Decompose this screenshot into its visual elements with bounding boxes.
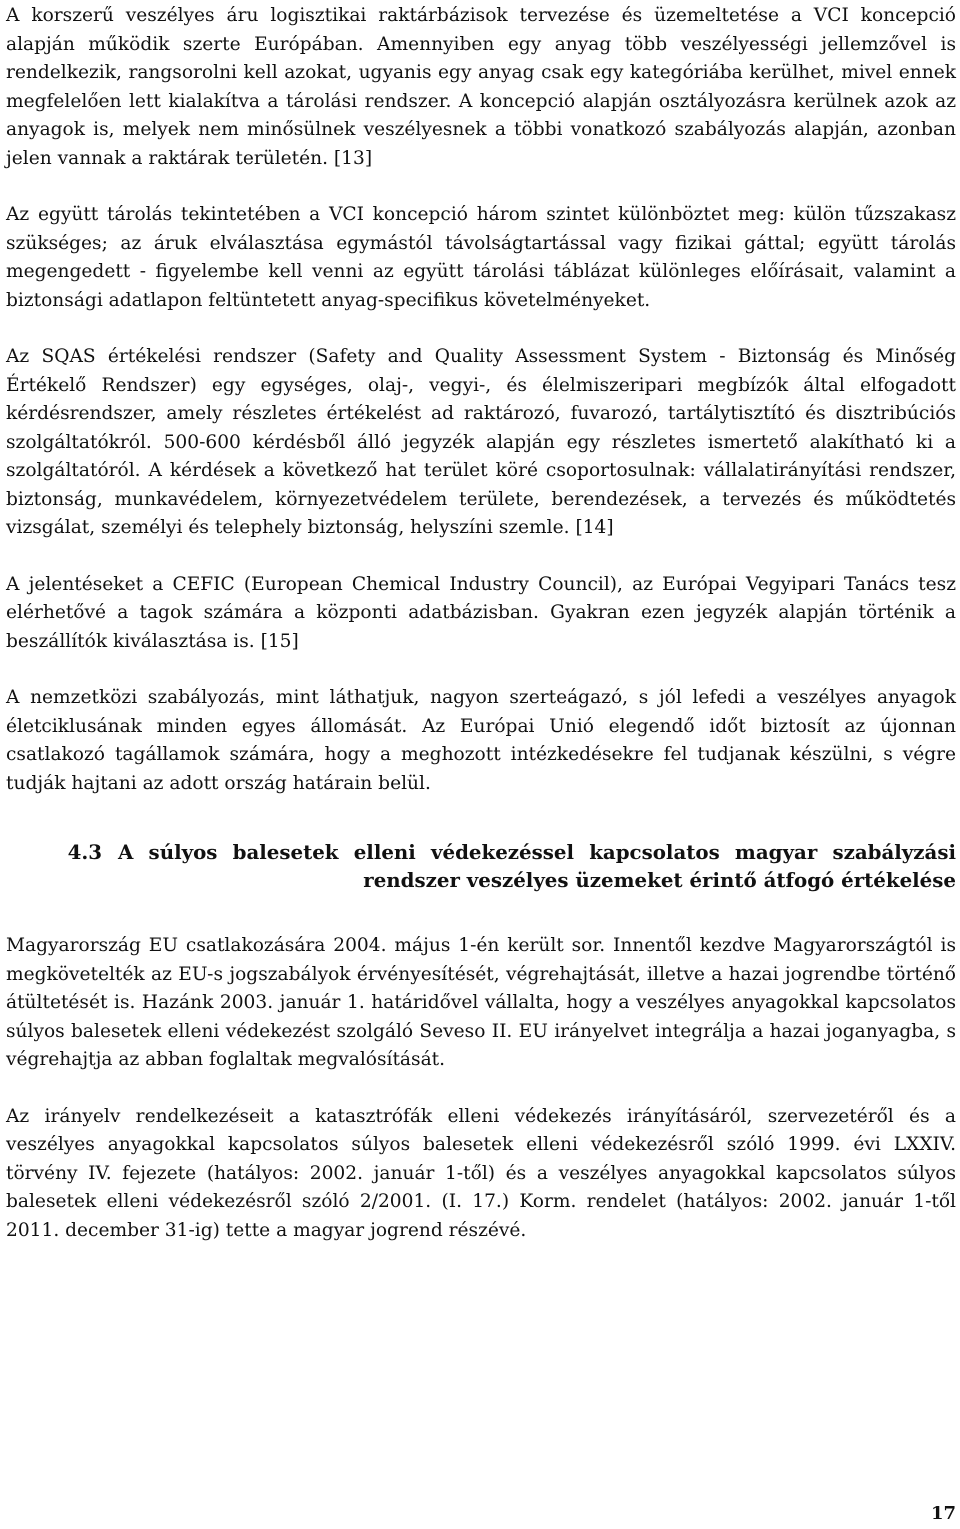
paragraph-directive-provisions: Az irányelv rendelkezéseit a katasztrófák elleni védekezés irányításáról, szervezetéről és a veszélyes anyagokkal kapcsolatos súlyos balesetek elleni védekezésről szóló 1999. évi LXXIV. törvény IV. fejezete (hatályos: 2002. január 1-től) és a veszélyes anyagokkal kapcsolatos súlyos balesetek elleni védekezésről szóló 2/2001. (I. 17.) Korm. rendelet (hatályos: 2002. január 1-től 2011. december 31-ig) tette a magyar jogrend részévé.: [6, 1105, 956, 1241]
page-number: 17: [930, 1503, 956, 1524]
paragraph-co-storage: Az együtt tárolás tekintetében a VCI koncepció három szintet különböztet meg: külön tűzszakasz szükséges; az áruk elválasztása egymástól távolságtartással vagy fizikai gáttal; együtt tárolás megengedett - figyelembe kell venni az együtt tárolási táblázat különleges előírásait, valamint a biztonsági adatlapon feltüntetett anyag-specifikus követelményeket.: [6, 204, 956, 311]
paragraph-eu-accession: Magyarország EU csatlakozására 2004. május 1-én került sor. Innentől kezdve Magyarországtól is megkövetelték az EU-s jogszabályok érvényesítését, végrehajtását, illetve a hazai jogrendbe történő átültetését is. Hazánk 2003. január 1. határidővel vállalta, hogy a veszélyes anyagokkal kapcsolatos súlyos balesetek elleni védekezést szolgáló Seveso II. EU irányelvet integrálja a hazai joganyagba, s végrehajtja az abban foglaltak megvalósítását.: [6, 935, 956, 1070]
section-heading: [6, 838, 956, 894]
paragraph-vci-concept: A korszerű veszélyes áru logisztikai raktárbázisok tervezése és üzemeltetése a VCI koncepció alapján működik szerte Európában. Amennyiben egy anyag több veszélyességi jellemzővel is rendelkezik, rangsorolni kell azokat, ugyanis egy anyag csak egy kategóriába kerülhet, mivel ennek megfelelően lett kialakítva a tárolási rendszer. A koncepció alapján osztályozásra kerülnek azok az anyagok is, melyek nem minősülnek veszélyesnek a többi vonatkozó szabályozás alapján, azonban jelen vannak a raktárak területén. [13]: [6, 5, 956, 169]
paragraph-sqas: Az SQAS értékelési rendszer (Safety and Quality Assessment System - Biztonság és Minőség Értékelő Rendszer) egy egységes, olaj-, vegyi-, és élelmiszeripari megbízók által elfogadott kérdésrendszer, amely részletes értékelést ad raktározó, fuvarozó, tartálytisztító és disztribúciós szolgáltatókról. 500-600 kérdésből álló jegyzék alapján egy részletes ismertető alakítható ki a szolgáltatóról. A kérdések a következő hat terület köré csoportosulnak: vállalatirányítási rendszer, biztonság, munkavédelem, környezetvédelem területe, berendezések, a tervezés és működtetés vizsgálat, személyi és telephely biztonság, helyszíni szemle. [14]: [6, 346, 956, 538]
paragraph-international-regulation: A nemzetközi szabályozás, mint láthatjuk, nagyon szerteágazó, s jól lefedi a veszélyes anyagok életciklusának minden egyes állomását. Az Európai Unió elegendő időt biztosít az újonnan csatlakozó tagállamok számára, hogy a meghozott intézkedésekre fel tudjanak készülni, s végre tudják hajtani az adott ország határain belül.: [6, 687, 956, 794]
section-title: A súlyos balesetek elleni védekezéssel kapcsolatos magyar szabályzási rendszer veszélyes üzemeket érintő átfogó értékelése: [118, 840, 956, 892]
document-page: [6, 2, 956, 1245]
section-number: 4.3: [67, 840, 102, 864]
paragraph-cefic: A jelentéseket a CEFIC (European Chemical Industry Council), az Európai Vegyipari Tanács tesz elérhetővé a tagok számára a központi adatbázisban. Gyakran ezen jegyzék alapján történik a beszállítók kiválasztása is. [15]: [6, 573, 956, 652]
